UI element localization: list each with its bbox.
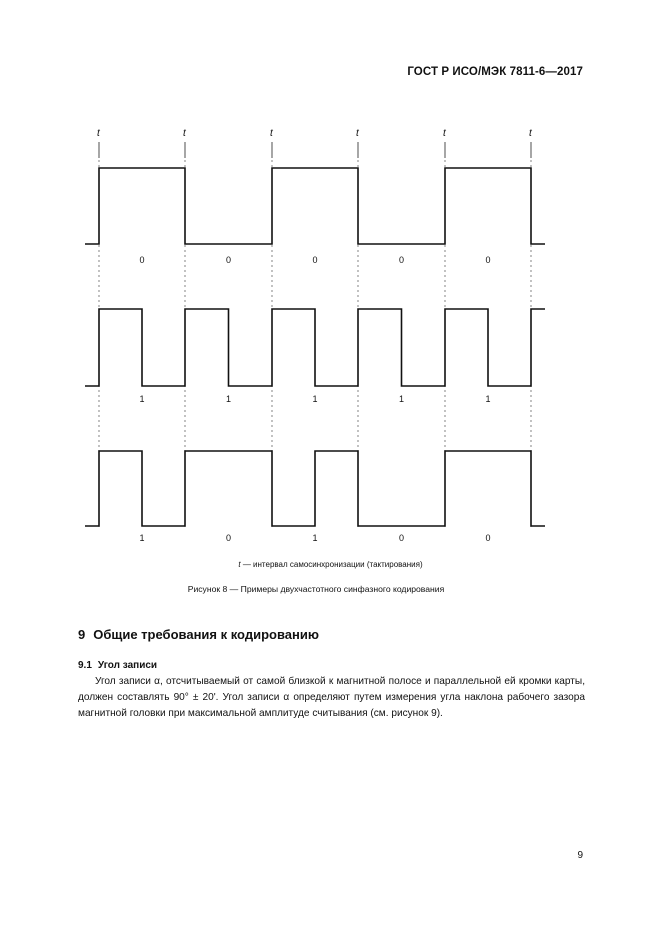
- legend-text: — интервал самосинхронизации (тактирования): [240, 560, 423, 569]
- bit-label: 1: [312, 533, 318, 543]
- waveform-row-3: [85, 451, 545, 526]
- waveforms: [85, 168, 545, 526]
- bit-label: 0: [485, 255, 491, 265]
- timing-marker-label: t: [443, 128, 446, 139]
- timing-marker-label: t: [97, 128, 100, 139]
- subsection-number: 9.1: [78, 660, 92, 671]
- bit-label: 0: [312, 255, 318, 265]
- waveform-row-1: [85, 168, 545, 244]
- body-paragraph: Угол записи α, отсчитываемый от самой близкой к магнитной полосе и параллельной ей кромки карты, должен составлять 90° ± 20'. Угол записи α определяют путем измерения угла наклона рабочего зазора магнитной головки при максимальной амплитуде считывания (см. рисунок 9).: [78, 676, 585, 719]
- bit-label: 1: [139, 533, 145, 543]
- subsection-title: Угол записи: [97, 660, 158, 671]
- figure-caption: Рисунок 8 — Примеры двухчастотного синфазного кодирования: [187, 584, 445, 594]
- document-code-header: ГОСТ Р ИСО/МЭК 7811-6—2017: [407, 66, 583, 78]
- bit-label: 0: [225, 533, 232, 543]
- timing-marker-label: t: [356, 128, 359, 139]
- section-heading: [78, 627, 319, 642]
- legend-symbol: t: [238, 560, 241, 569]
- timing-marker-label: t: [270, 128, 273, 139]
- bit-label: 1: [225, 394, 232, 404]
- timing-marker-label: t: [529, 128, 532, 139]
- subsection-heading: [78, 660, 157, 671]
- waveform-row-2: [85, 309, 545, 386]
- bit-label: 0: [225, 255, 232, 265]
- bit-label: 1: [139, 394, 145, 404]
- bit-label: 1: [312, 394, 318, 404]
- bit-label: 0: [139, 255, 145, 265]
- section-title: Общие требования к кодированию: [93, 627, 319, 642]
- bit-label: 0: [398, 255, 405, 265]
- bit-label: 0: [485, 533, 491, 543]
- section-number: 9: [78, 627, 86, 642]
- bit-label: 1: [398, 394, 405, 404]
- figure-legend: [0, 560, 661, 569]
- timing-marker-label: t: [183, 128, 186, 139]
- page-number: 9: [577, 850, 583, 861]
- bit-label: 0: [398, 533, 405, 543]
- bit-label: 1: [485, 394, 491, 404]
- timing-markers: [97, 128, 533, 158]
